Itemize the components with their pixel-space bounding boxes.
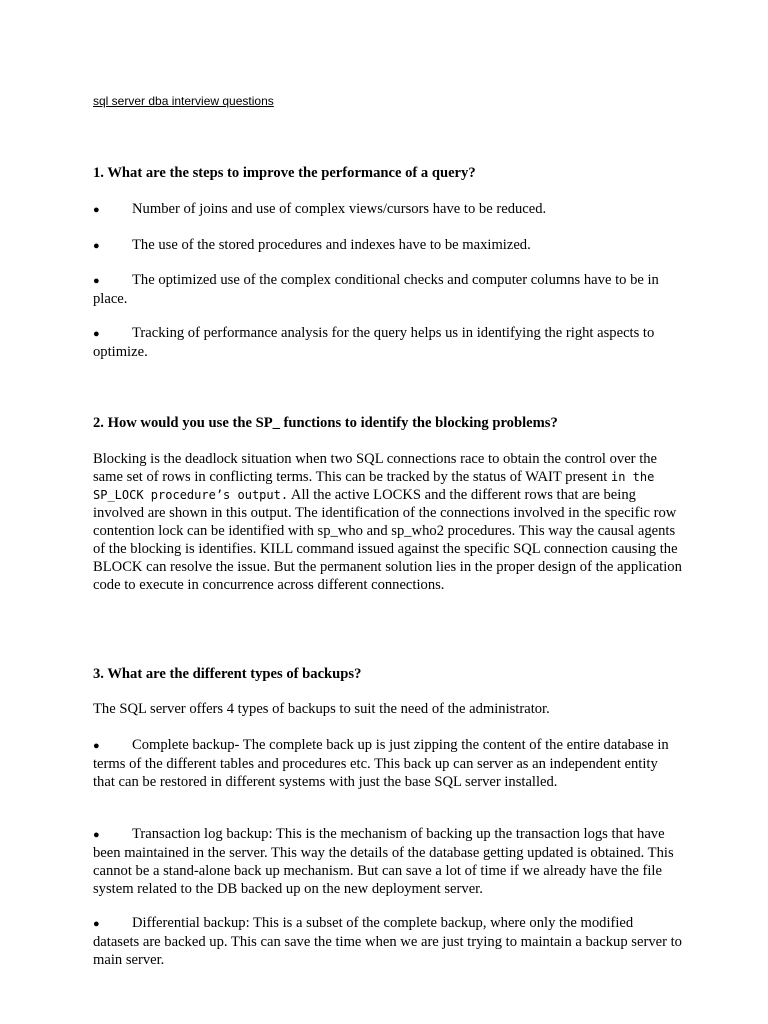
bullet-icon: ● <box>93 328 100 340</box>
bullet-text: The use of the stored procedures and indexes have to be maximized. <box>132 237 531 253</box>
question-2-answer <box>93 450 683 594</box>
question-3-bullet-1 <box>93 736 683 791</box>
question-3-heading: 3. What are the different types of backups? <box>93 666 362 682</box>
bullet-icon: ● <box>93 829 100 841</box>
bullet-icon: ● <box>93 240 100 252</box>
question-1-bullet-1 <box>93 200 683 219</box>
bullet-icon: ● <box>93 918 100 930</box>
question-2-heading: 2. How would you use the SP_ functions to identify the blocking problems? <box>93 415 558 431</box>
bullet-text: Complete backup- The complete back up is just zipping the content of the entire database in terms of the different tables and procedures etc. This back up can server as an independent entity that can be restored in different systems with just the base SQL server installed. <box>93 737 669 790</box>
bullet-icon: ● <box>93 204 100 216</box>
bullet-text: Tracking of performance analysis for the query helps us in identifying the right aspects to optimize. <box>93 325 655 360</box>
answer-text-part-1: Blocking is the deadlock situation when two SQL connections race to obtain the control over the same set of rows in conflicting terms. This can be tracked by the status of WAIT present <box>93 451 658 485</box>
question-1-bullet-4 <box>93 324 683 361</box>
answer-text-part-2: All the active LOCKS and the different rows that are being involved are shown in this output. The identification of the connections involved in the specific row contention lock can be identified with sp_who and sp_who2 procedures. This way the causal agents of the blocking is identifies. KILL command issued against the specific SQL connection causing the BLOCK can resolve the issue. But the permanent solution lies in the proper design of the application code to execute in concurrence across different connections. <box>93 487 682 593</box>
question-3-intro: The SQL server offers 4 types of backups to suit the need of the administrator. <box>93 701 550 717</box>
question-1-bullet-2 <box>93 236 683 255</box>
question-3-bullet-3 <box>93 914 683 969</box>
bullet-text: Transaction log backup: This is the mechanism of backing up the transaction logs that have been maintained in the server. This way the details of the database getting updated is obtained. This cannot be a stand-alone back up mechanism. But can save a lot of time if we already have the file system related to the DB backed up on the new deployment server. <box>93 826 674 897</box>
bullet-icon: ● <box>93 275 100 287</box>
answer-code-text: in the SP_LOCK procedure’s output. <box>93 470 655 502</box>
question-1-heading: 1. What are the steps to improve the performance of a query? <box>93 165 476 181</box>
document-title: sql server dba interview questions <box>93 94 274 108</box>
bullet-text: Differential backup: This is a subset of the complete backup, where only the modified datasets are backed up. This can save the time when we are just trying to maintain a backup server to main server. <box>93 915 682 968</box>
bullet-text: Number of joins and use of complex views/cursors have to be reduced. <box>132 201 547 217</box>
bullet-icon: ● <box>93 740 100 752</box>
bullet-text: The optimized use of the complex conditional checks and computer columns have to be in place. <box>93 272 659 307</box>
question-1-bullet-3 <box>93 271 683 308</box>
question-3-bullet-2 <box>93 825 683 898</box>
